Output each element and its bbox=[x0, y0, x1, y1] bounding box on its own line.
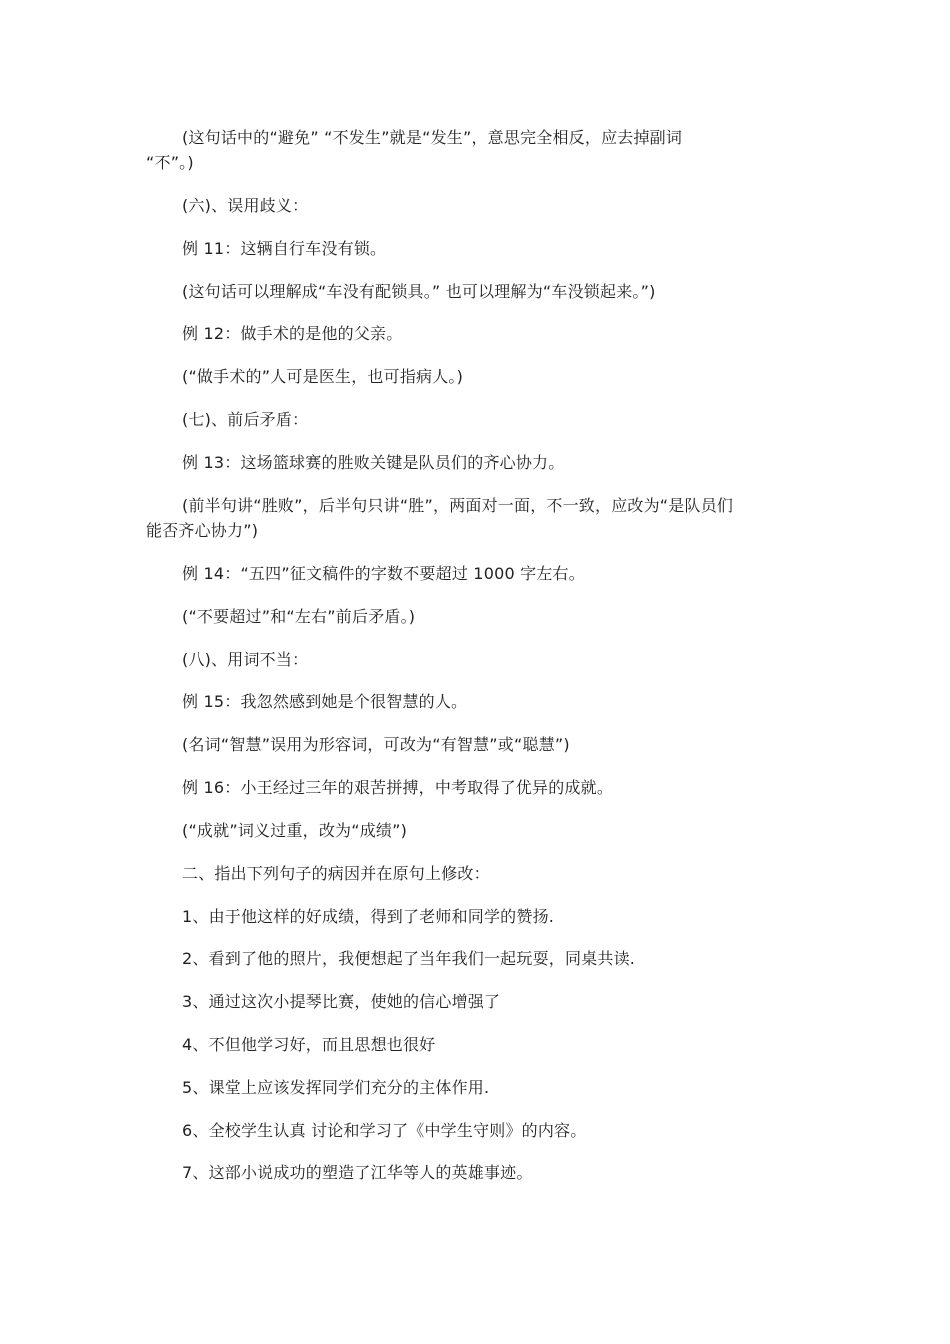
explanation: (“成就”词义过重，改为“成绩”) bbox=[182, 821, 408, 840]
section-heading: (六)、误用歧义： bbox=[182, 196, 309, 215]
exercise-item: 6、全校学生认真 讨论和学习了《中学生守则》的内容。 bbox=[182, 1121, 587, 1140]
exercise-item: 2、看到了他的照片，我便想起了当年我们一起玩耍，同桌共读. bbox=[182, 949, 636, 968]
exercise-item: 1、由于他这样的好成绩，得到了老师和同学的赞扬. bbox=[182, 907, 555, 926]
explanation: (这句话可以理解成“车没有配锁具。” 也可以理解为“车没锁起来。”) bbox=[182, 282, 656, 301]
example-sentence: 例 15：我忽然感到她是个很智慧的人。 bbox=[182, 692, 468, 711]
exercise-item: 5、课堂上应该发挥同学们充分的主体作用. bbox=[182, 1078, 490, 1097]
example-sentence: 例 11：这辆自行车没有锁。 bbox=[182, 239, 387, 258]
example-sentence: 例 14：“五四”征文稿件的字数不要超过 1000 字左右。 bbox=[182, 564, 585, 583]
explanation: 能否齐心协力”) bbox=[146, 521, 259, 540]
example-sentence: 例 13：这场篮球赛的胜败关键是队员们的齐心协力。 bbox=[182, 453, 565, 472]
explanation: (名词“智慧”误用为形容词，可改为“有智慧”或“聪慧”) bbox=[182, 735, 570, 754]
paragraph-line: “不”。) bbox=[146, 153, 194, 172]
exercise-item: 3、通过这次小提琴比赛，使她的信心增强了 bbox=[182, 992, 501, 1011]
exercise-item: 4、不但他学习好，而且思想也很好 bbox=[182, 1035, 436, 1054]
section-heading: (七)、前后矛盾： bbox=[182, 410, 309, 429]
explanation: (“做手术的”人可是医生，也可指病人。) bbox=[182, 367, 464, 386]
explanation: (前半句讲“胜败”，后半句只讲“胜”，两面对一面，不一致，应改为“是队员们 bbox=[182, 496, 734, 515]
section-heading: 二、指出下列句子的病因并在原句上修改： bbox=[182, 864, 490, 883]
exercise-item: 7、这部小说成功的塑造了江华等人的英雄事迹。 bbox=[182, 1163, 533, 1182]
example-sentence: 例 16：小王经过三年的艰苦拼搏，中考取得了优异的成就。 bbox=[182, 778, 614, 797]
explanation: (“不要超过”和“左右”前后矛盾。) bbox=[182, 607, 416, 626]
example-sentence: 例 12：做手术的是他的父亲。 bbox=[182, 324, 403, 343]
section-heading: (八)、用词不当： bbox=[182, 650, 309, 669]
paragraph-line: (这句话中的“避免” “不发生”就是“发生”，意思完全相反，应去掉副词 bbox=[182, 128, 683, 147]
